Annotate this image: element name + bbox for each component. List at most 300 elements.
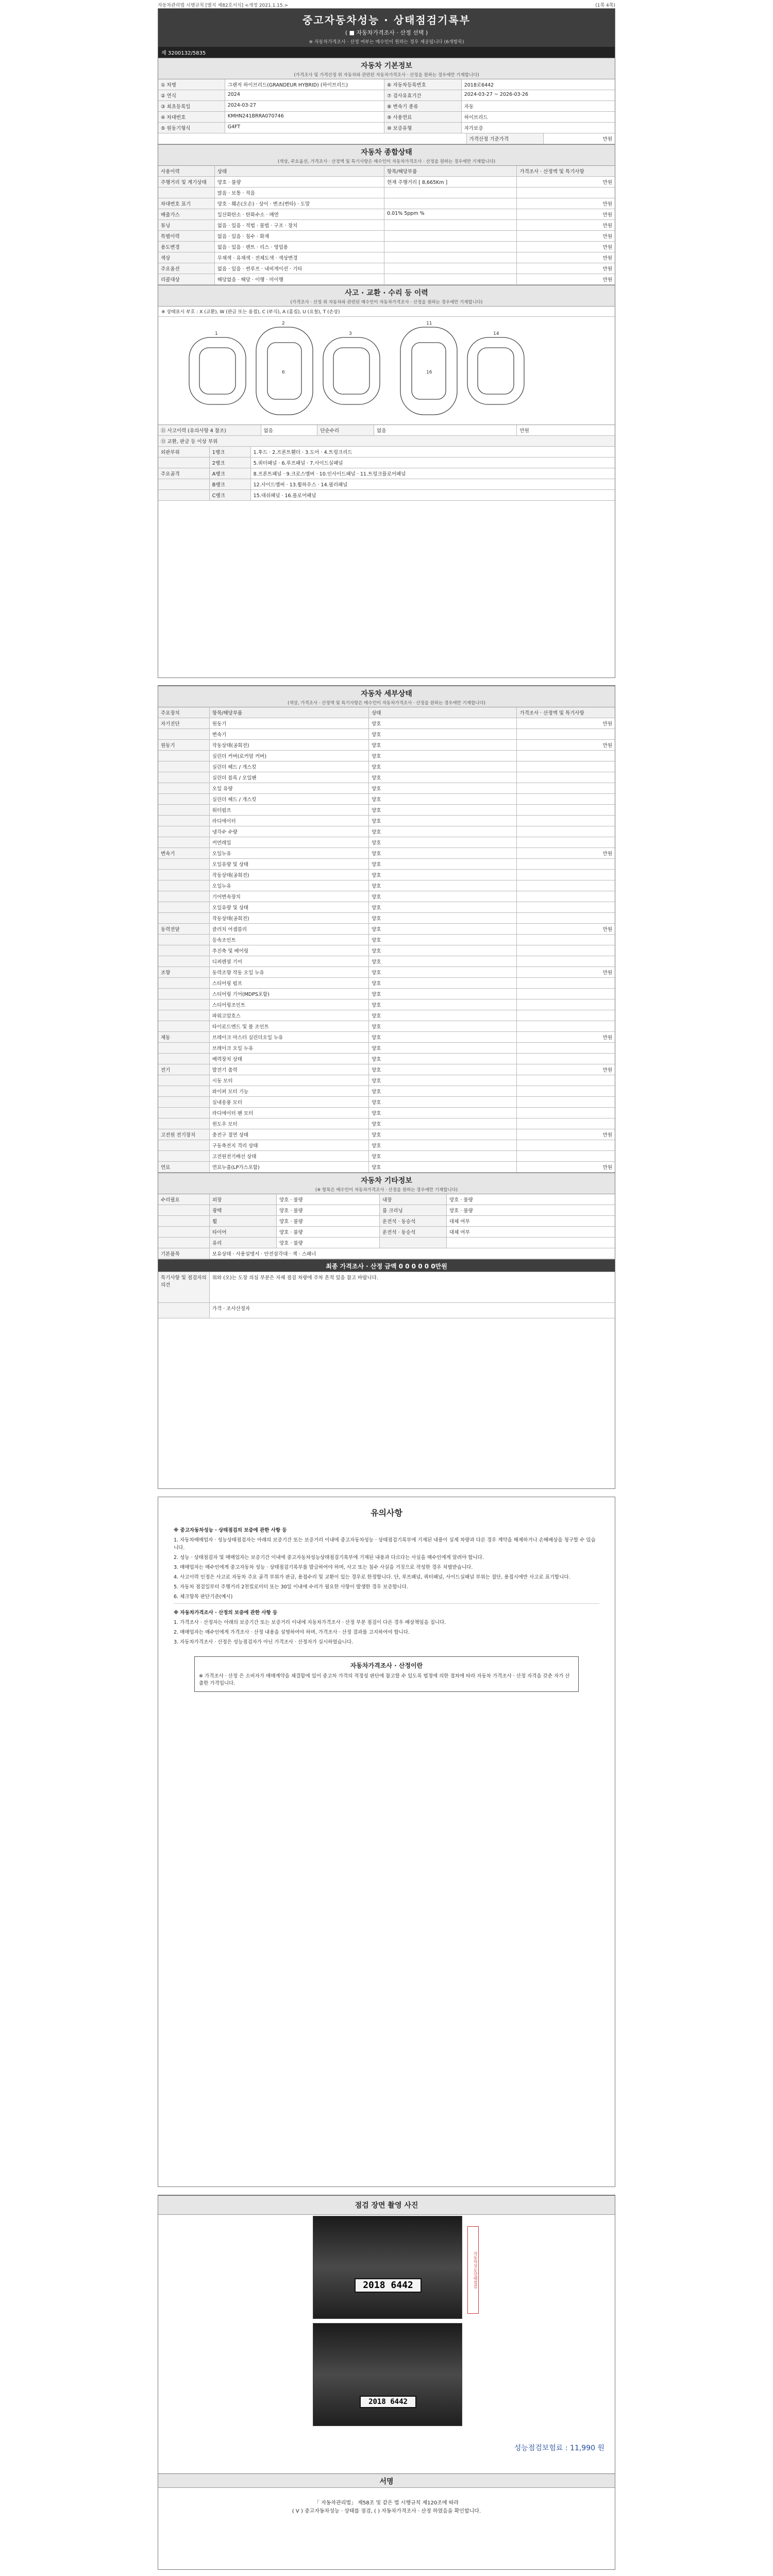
detail-part: 원동기 [210,718,369,728]
detail-price [517,729,615,739]
status-row [158,231,615,242]
detail-group [158,1118,210,1129]
panel-label-row [158,436,615,447]
detail-group [158,837,210,848]
note-item: 3. 매매업자는 매수인에게 중고자동차 성능 · 상태점검기록부를 발급하여야 하며, 사고 또는 침수 사실을 거짓으로 작성한 경우 처벌받습니다. [174,1565,473,1570]
detail-group: 조향 [158,967,210,977]
status-row [158,209,615,220]
svg-text:6: 6 [282,370,285,375]
rank-level: 1랭크 [210,447,251,457]
other-value: 양호 · 불량 [277,1194,380,1205]
col-usage: 사용이력 [158,166,215,176]
detail-group [158,956,210,967]
note-item: 5. 자동차 점검일부터 주행거리 2천킬로미터 또는 30일 이내에 수리가 필요한 사항이 발생한 경우 보증합니다. [174,1584,408,1590]
status-title [158,144,615,166]
form-number: 자동차관리법 시행규칙 [별지 제82호서식] <개정 2021.1.15.> [158,3,289,8]
total-value: 0 0 0 0 0 0만원 [398,1263,447,1270]
license-plate: 2018 6442 [355,2278,422,2293]
status-item: 현재 주행거리 [ 8,665Km ] [384,177,517,187]
sign-line-2: ( V ) 중고자동차성능 · 상태를 점검, ( ) 자동차가격조사 · 산정 하였음을 확인합니다. [292,2509,481,2514]
note-item: 1. 자동차매매업자 · 성능상태점검자는 아래의 보증기간 또는 보증거리 이내에 중고자동차성능 · 상태점검기록부에 기재된 내용이 실제 차량과 다른 경우 계약을 해제하거나 손해배상을 청구할 수 있습니다. [174,1537,596,1551]
detail-state: 양호 [369,1075,517,1086]
detail-group [158,999,210,1010]
detail-price: 만원 [602,721,613,727]
basic-value: 2018로6442 [464,82,494,88]
status-usage: 용도변경 [158,242,215,252]
detail-state: 양호 [369,826,517,837]
status-row [158,177,615,188]
rank-parts: 5.쿼터패널 · 6.루프패널 · 7.사이드실패널 [253,461,343,466]
price-basis-label: 가격산정 기준가격 [467,133,544,144]
detail-row [158,1010,615,1021]
detail-state: 양호 [369,978,517,988]
detail-price [517,880,615,891]
panel-label: ⑫ 교환, 판금 등 이상 부위 [161,439,218,445]
status-usage: 튜닝 [158,220,215,230]
rank-parts: 15.대쉬패널 · 16.플로어패널 [253,493,316,499]
basic-info-title [158,58,615,79]
basic-value: 그랜저 하이브리드(GRANDEUR HYBRID) (하이브리드) [225,79,384,90]
other-value: 대체 여부 [449,1219,470,1225]
inspection-photo-front [313,2216,462,2319]
form-subtitle: ( ■ 자동차가격조사 · 산정 선택 ) [345,29,428,36]
other-side [158,1216,210,1226]
detail-part: 스티어링 펌프 [210,978,369,988]
detail-row [158,978,615,989]
status-table [158,177,615,285]
status-state: 없음 · 있음 · 썬루프 · 내비게이션 · 기타 [215,263,384,274]
detail-price: 만원 [602,970,613,976]
detail-group [158,794,210,804]
other-value: 대체 여부 [449,1230,470,1235]
detail-row [158,1054,615,1064]
detail-price [517,999,615,1010]
status-row [158,274,615,285]
svg-text:1: 1 [215,331,218,336]
basic-info-table [158,79,615,133]
status-price: 만원 [602,180,613,185]
basic-label: ⑧ 변속기 종류 [384,101,462,111]
other-row [158,1194,615,1205]
status-item [384,242,517,252]
other-side: 수리필요 [158,1194,210,1205]
basic-label: ① 차명 [158,79,225,90]
status-price: 만원 [602,266,613,272]
col-device: 주요장치 [158,707,210,718]
other-value [447,1238,564,1248]
rank-row [158,447,615,457]
law-box-text: ※ 가격조사 · 산정 은 소비자가 매매계약을 체결함에 있어 중고차 가격의 적정성 판단에 참고할 수 있도록 법정에 의한 절차에 따라 자동차 가격조사 · 산정 자격을 갖춘 자가 산출한 가격입니다. [199,1673,570,1686]
detail-row [158,891,615,902]
detail-part: 냉각수 수량 [210,826,369,837]
status-usage: 차대번호 표기 [158,198,215,209]
detail-state: 양호 [369,891,517,902]
sign-statement [158,2499,615,2516]
detail-price: 만원 [602,743,613,749]
detail-group [158,1043,210,1053]
other-value: 양호 · 불량 [277,1238,380,1248]
detail-price [517,956,615,967]
detail-part: 커먼레일 [210,837,369,848]
detail-part: 브레이크 오일 누유 [210,1043,369,1053]
detail-group [158,751,210,761]
basic-value: 하이브리드 [464,115,488,121]
detail-price: 만원 [602,851,613,857]
other-label: 룸 크리닝 [380,1205,447,1215]
detail-state: 양호 [369,761,517,772]
detail-price [517,1010,615,1021]
status-usage: 주행거리 및 계기상태 [158,177,215,187]
form-header [158,9,615,47]
basic-value: 자가보증 [464,126,483,131]
notes-list [174,1536,599,1601]
other-row [158,1227,615,1238]
other-value: 양호 · 불량 [277,1205,380,1215]
detail-part: 추진축 및 베어링 [210,945,369,956]
detail-group [158,1140,210,1150]
detail-price [517,761,615,772]
other-table [158,1194,615,1248]
detail-row [158,880,615,891]
detail-row [158,902,615,913]
detail-part: 동력조향 작동 오일 누유 [210,967,369,977]
status-state: 없음 · 있음 · 렌트 · 리스 · 영업용 [215,242,384,252]
other-title-text: 자동차 기타정보 [361,1177,412,1185]
detail-part: 연료누출(LP가스포함) [210,1162,369,1172]
detail-row [158,967,615,978]
detail-state: 양호 [369,837,517,848]
detail-row [158,1032,615,1043]
rank-parts: 8.프론트패널 · 9.크로스멤버 · 10.인사이드패널 · 11.트렁크플로어패널 [253,471,406,477]
detail-sub-text: (색상, 가격조사 · 산정액 및 특기사항은 매수인이 자동차가격조사 · 산정을 원하는 경우에만 기재합니다) [288,701,485,706]
detail-group: 원동기 [158,740,210,750]
sheet-number: 제 3200132/5835 [158,47,615,58]
price-basis-value: 만원 [602,137,612,142]
rank-row [158,490,615,501]
svg-text:16: 16 [426,370,432,375]
page-2 [158,685,615,1489]
detail-state: 양호 [369,880,517,891]
detail-group [158,1010,210,1021]
rank-row [158,457,615,468]
detail-state: 양호 [369,1097,517,1107]
status-row [158,198,615,209]
special-row [158,1272,615,1303]
basic-value: 2024 [225,90,384,100]
basic-title-text: 자동차 기본정보 [361,62,412,70]
detail-row [158,924,615,935]
detail-state: 양호 [369,935,517,945]
detail-part: 라디에이터 팬 모터 [210,1108,369,1118]
detail-state: 양호 [369,783,517,793]
detail-group [158,945,210,956]
basic-label: ⑦ 검사유효기간 [384,90,462,100]
accident-history-row [158,425,615,436]
col-item: 항목/해당부품 [384,166,517,176]
detail-price [517,935,615,945]
form-note: ※ 자동차가격조사 · 산정 여부는 매수인이 원하는 경우 제공됩니다 (6개항목) [309,40,464,45]
detail-part: 오일 유량 [210,783,369,793]
other-row [158,1205,615,1216]
detail-group: 제동 [158,1032,210,1042]
status-price: 만원 [602,245,613,250]
detail-group [158,816,210,826]
other-side [158,1238,210,1248]
detail-group [158,859,210,869]
inspection-stamp: 자동차성능상태점검 [467,2226,479,2314]
law-box-title: 자동차가격조사 · 산정이란 [350,1662,423,1669]
detail-price [517,1075,615,1086]
detail-state: 양호 [369,913,517,923]
detail-row [158,1021,615,1032]
detail-state: 양호 [369,772,517,783]
accident-sub-text: (가격조사 · 산정 위 자동차와 관련된 매수인이 자동차가격조사 · 산정을 원하는 경우에만 기재합니다) [290,300,483,305]
detail-group [158,891,210,902]
detail-part: 실린더 커버(로커암 커버) [210,751,369,761]
detail-state: 양호 [369,729,517,739]
notes-title: 유의사항 [371,1508,402,1518]
detail-part: 파워고압호스 [210,1010,369,1021]
rank-parts: 1.후드 · 2.프론트휀더 · 3.도어 · 4.트렁크리드 [253,450,352,455]
detail-state: 양호 [369,816,517,826]
note-item: 4. 사고이력 인정은 사고로 자동차 주요 골격 부위가 판금, 용접수리 및 교환이 있는 경우로 한정합니다. 단, 루프패널, 쿼터패널, 사이드실패널 부위는 절단, 용접시에만 사고로 표기합니다. [174,1574,570,1580]
sign-line-1: 「 자동차관리법」 제58조 및 같은 법 시행규칙 제120조에 따라 [314,2500,459,2506]
rank-group [158,479,210,489]
inspection-photo-side [313,2323,462,2426]
detail-row [158,1064,615,1075]
basic-row [158,101,615,112]
license-plate-2: 2018 6442 [360,2396,416,2408]
detail-row [158,794,615,805]
basic-value: 자동 [464,104,474,110]
other-label: 타이어 [210,1227,277,1237]
detail-state: 양호 [369,1054,517,1064]
status-state: 양호 · 불량 [215,177,384,187]
detail-part: 디퍼렌셜 기어 [210,956,369,967]
detail-table [158,718,615,1173]
status-state: 일산화탄소 · 탄화수소 · 매연 [215,209,384,219]
detail-part: 오일유량 및 상태 [210,902,369,912]
detail-group: 자기진단 [158,718,210,728]
basic-value: 2024-03-27 [225,101,384,111]
rank-group [158,457,210,468]
status-row [158,188,615,198]
notes-heading-1: ※ 중고자동차성능 · 상태점검의 보증에 관한 사항 등 [174,1528,287,1533]
detail-row [158,1108,615,1118]
detail-row [158,870,615,880]
detail-price [517,1054,615,1064]
status-item [384,252,517,263]
other-label: 유리 [210,1238,277,1248]
other-row [158,1216,615,1227]
detail-row [158,1075,615,1086]
status-usage: 배출가스 [158,209,215,219]
detail-price [517,805,615,815]
basic-label: ⑤ 원동기형식 [158,123,225,133]
svg-text:3: 3 [349,331,352,336]
detail-part: 변속기 [210,729,369,739]
status-price [517,188,615,198]
accident-history-label: ⑪ 사고이력 (유의사항 4 참조) [158,425,261,435]
detail-state: 양호 [369,751,517,761]
status-usage [158,188,215,198]
basic-value: 2024-03-27 ~ 2026-03-26 [464,92,529,97]
other-side [158,1227,210,1237]
detail-state: 양호 [369,794,517,804]
detail-row [158,999,615,1010]
detail-group [158,870,210,880]
detail-price [517,826,615,837]
status-item [384,274,517,284]
detail-row [158,816,615,826]
detail-group [158,880,210,891]
detail-part: 타이로드엔드 및 볼 조인트 [210,1021,369,1031]
basic-row [158,112,615,123]
note-item-2: 3. 자동차가격조사 · 산정은 성능점검자가 아닌 가격조사 · 산정자가 실시하였습니다. [174,1639,354,1645]
detail-price [517,1097,615,1107]
detail-part: 고전원전기배선 상태 [210,1151,369,1161]
detail-price [517,945,615,956]
total-title [158,1259,615,1272]
detail-state: 양호 [369,1086,517,1096]
other-row [158,1238,615,1248]
detail-part: 스티어링조인트 [210,999,369,1010]
accident-title [158,285,615,307]
rank-group [158,490,210,500]
detail-group [158,1086,210,1096]
spacer [158,133,467,144]
detail-part: 작동상태(공회전) [210,740,369,750]
basic-value: G4FT [225,123,384,133]
detail-row [158,1097,615,1108]
detail-part: 등속조인트 [210,935,369,945]
detail-part: 윈도우 모터 [210,1118,369,1129]
basic-label: ④ 차대번호 [158,112,225,122]
detail-price [517,1140,615,1150]
base-items-label: 기본품목 [158,1248,210,1259]
col-condition: 상태 [369,707,517,718]
other-label: 운전석 · 동승석 [380,1216,447,1226]
detail-state: 양호 [369,1129,517,1140]
car-diagram [158,317,615,425]
rank-table [158,447,615,501]
detail-part: 오일누유 [210,848,369,858]
detail-row [158,1140,615,1151]
status-row [158,263,615,274]
detail-part: 발전기 출력 [210,1064,369,1075]
total-title-text: 최종 가격조사 · 산정 금액 [326,1263,397,1270]
base-items-row [158,1248,615,1259]
detail-row [158,1043,615,1054]
detail-price [517,1108,615,1118]
detail-price [517,1021,615,1031]
detail-price: 만원 [602,1035,613,1041]
detail-price: 만원 [602,927,613,933]
detail-part: 실린더 헤드 / 개스킷 [210,761,369,772]
detail-row [158,729,615,740]
detail-price: 만원 [602,1067,613,1073]
detail-price [517,816,615,826]
detail-price [517,1118,615,1129]
detail-price [517,989,615,999]
status-state: 양호 · 훼손(오손) · 상이 · 변조(변타) · 도말 [215,198,384,209]
status-row [158,252,615,263]
other-label: 운전석 · 동승석 [380,1227,447,1237]
rank-parts: 12.사이드멤버 · 13.휠하우스 · 14.필러패널 [253,482,348,488]
detail-price [517,772,615,783]
detail-header [158,707,615,718]
other-label: 광택 [210,1205,277,1215]
detail-group [158,805,210,815]
car-outline-diagram [158,317,615,425]
detail-row [158,805,615,816]
detail-state: 양호 [369,1118,517,1129]
detail-group [158,783,210,793]
detail-group: 변속기 [158,848,210,858]
detail-state: 양호 [369,989,517,999]
detail-title [158,686,615,707]
detail-part: 라디에이터 [210,816,369,826]
detail-state: 양호 [369,718,517,728]
detail-state: 양호 [369,1140,517,1150]
note-item-2: 1. 가격조사 · 산정자는 아래의 보증기간 또는 보증거리 이내에 자동차가격조사 · 산정 부분 점검이 다른 경우 배상책임을 집니다. [174,1620,446,1625]
detail-group: 동력전달 [158,924,210,934]
rank-group: 외판부위 [158,447,210,457]
basic-row [158,123,615,133]
status-price: 만원 [602,223,613,229]
rank-level: B랭크 [210,479,251,489]
accident-price: 만원 [519,428,529,434]
status-price: 만원 [602,201,613,207]
detail-state: 양호 [369,1162,517,1172]
insurance-fee: 성능점검보험료 : 11,990 원 [514,2444,604,2452]
svg-text:2: 2 [282,321,285,326]
page-1 [158,8,615,678]
sign-row [158,1303,615,1318]
detail-part: 오일유량 및 상태 [210,859,369,869]
detail-state: 양호 [369,805,517,815]
detail-part: 스티어링 기어(MDPS포함) [210,989,369,999]
status-item [384,231,517,241]
notes-body [174,1527,599,1692]
detail-row [158,1129,615,1140]
detail-part: 와이퍼 모터 기능 [210,1086,369,1096]
basic-row [158,90,615,101]
basic-row [158,79,615,90]
col-part: 항목/해당부품 [210,707,369,718]
detail-part: 실린더 블록 / 오일팬 [210,772,369,783]
photos-title: 점검 장면 촬영 사진 [158,2195,615,2215]
status-state: 많음 · 보통 · 적음 [215,188,384,198]
detail-group [158,913,210,923]
status-usage: 색상 [158,252,215,263]
status-item [384,263,517,274]
detail-state: 양호 [369,1151,517,1161]
detail-group [158,1151,210,1161]
note-item-2: 2. 매매업자는 매수인에게 가격조사 · 산정 내용을 설명하여야 하며, 가격조사 · 산정 결과를 고지하여야 합니다. [174,1630,410,1635]
detail-price [517,859,615,869]
detail-price [517,837,615,848]
sign-title: 서명 [158,2473,615,2488]
detail-part: 실내송풍 모터 [210,1097,369,1107]
detail-price [517,870,615,880]
status-title-text: 자동차 종합상태 [361,148,412,157]
detail-row [158,751,615,761]
accident-title-text: 사고 · 교환 · 수리 등 이력 [345,289,428,297]
basic-label: ② 연식 [158,90,225,100]
other-value: 양호 · 불량 [277,1227,380,1237]
status-usage: 리콜대상 [158,274,215,284]
